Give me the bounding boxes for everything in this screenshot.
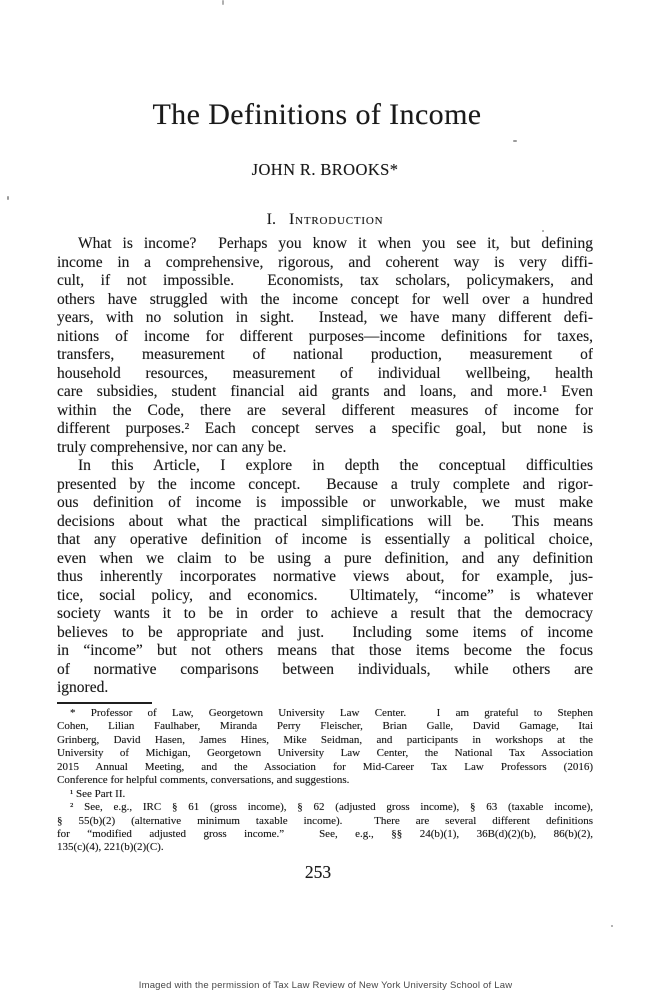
text-line: Conference for helpful comments, conversations, and suggestions.: [57, 774, 350, 787]
text-line: in “income” but not others means that those items become the focus: [57, 642, 593, 659]
author-byline: JOHN R. BROOKS*: [251, 160, 399, 179]
text-line: presented by the income concept. Because a truly complete and rigor-: [57, 475, 593, 493]
text-line: that any operative definition of income is essentially a political choice,: [57, 531, 593, 548]
body-paragraph: [57, 457, 593, 698]
text-line: society wants it to be in order to achieve a result that the democracy: [57, 605, 593, 622]
text-line: even when we claim to be using a pure definition, and any definition: [57, 549, 593, 567]
footnotes-block: [57, 707, 593, 855]
text-line: thus inherently incorporates normative views about, for example, jus-: [57, 568, 593, 585]
article-body: [57, 235, 593, 698]
text-line: University of Michigan, Georgetown University Law Center, the National Tax Association: [57, 747, 593, 760]
section-number: I.: [266, 211, 276, 228]
text-line: different purposes.² Each concept serves a specific goal, but none is: [57, 420, 593, 437]
text-line: household resources, measurement of individual wellbeing, health: [57, 364, 593, 382]
section-heading: [57, 211, 593, 229]
scan-artifact: [611, 925, 613, 927]
text-line: others have struggled with the income concept for well over a hundred: [57, 290, 593, 308]
text-line: In this Article, I explore in depth the conceptual difficulties: [78, 457, 593, 474]
text-line: ous definition of income is impossible or unworkable, we must make: [57, 494, 593, 511]
text-line: years, with no solution in sight. Instead, we have many different defi-: [57, 309, 593, 326]
text-line: believes to be appropriate and just. Including some items of income: [57, 623, 593, 641]
text-line: ¹ See Part II.: [70, 787, 126, 800]
text-line: § 55(b)(2) (alternative minimum taxable income). There are several different definitions: [57, 814, 593, 827]
text-line: cult, if not impossible. Economists, tax scholars, policymakers, and: [57, 272, 593, 289]
text-line: ignored.: [57, 679, 109, 696]
scan-artifact: [222, 0, 224, 5]
footnote: [57, 707, 593, 788]
text-line: Grinberg, David Hasen, James Hines, Mike Seidman, and participants in workshops at the: [57, 733, 593, 746]
text-line: What is income? Perhaps you know it when you see it, but defining: [78, 235, 593, 252]
section-title: Introduction: [288, 211, 384, 228]
footer-credit: Imaged with the permission of Tax Law Review of New York University School of Law: [138, 980, 513, 991]
footnote-separator-rule: [57, 702, 152, 704]
text-line: within the Code, there are several different measures of income for: [57, 401, 593, 419]
text-line: 2015 Annual Meeting, and the Association for Mid-Career Tax Law Professors (2016): [57, 760, 593, 773]
scan-artifact: [7, 196, 9, 200]
text-line: ² See, e.g., IRC § 61 (gross income), § 62 (adjusted gross income), § 63 (taxable income),: [70, 801, 593, 814]
text-line: for “modified adjusted gross income.” See, e.g., §§ 24(b)(1), 36B(d)(2)(b), 86(b)(2),: [57, 827, 593, 840]
text-line: transfers, measurement of national production, measurement of: [57, 346, 593, 363]
text-line: nitions of income for different purposes—income definitions for taxes,: [57, 327, 593, 345]
scan-artifact: [513, 140, 517, 142]
scan-artifact: [542, 230, 544, 232]
text-line: truly comprehensive, nor can any be.: [57, 438, 287, 456]
article-title: The Definitions of Income: [152, 98, 482, 131]
body-paragraph: [57, 235, 593, 457]
text-line: 135(c)(4), 221(b)(2)(C).: [57, 841, 164, 854]
text-line: decisions about what the practical simplifications will be. This means: [57, 512, 593, 530]
page-number: 253: [304, 862, 332, 882]
footnote: [57, 801, 593, 855]
text-line: * Professor of Law, Georgetown University Law Center. I am grateful to Stephen: [70, 707, 593, 719]
text-line: tice, social policy, and economics. Ultimately, “income” is whatever: [57, 586, 593, 604]
footnote: [57, 788, 593, 801]
text-line: income in a comprehensive, rigorous, and coherent way is very diffi-: [57, 253, 593, 271]
text-line: of normative comparisons between individuals, while others are: [57, 660, 593, 678]
text-line: Cohen, Lilian Faulhaber, Miranda Perry Fleischer, Brian Galle, David Gamage, Itai: [57, 720, 593, 733]
text-line: care subsidies, student financial aid grants and loans, and more.¹ Even: [57, 383, 593, 400]
